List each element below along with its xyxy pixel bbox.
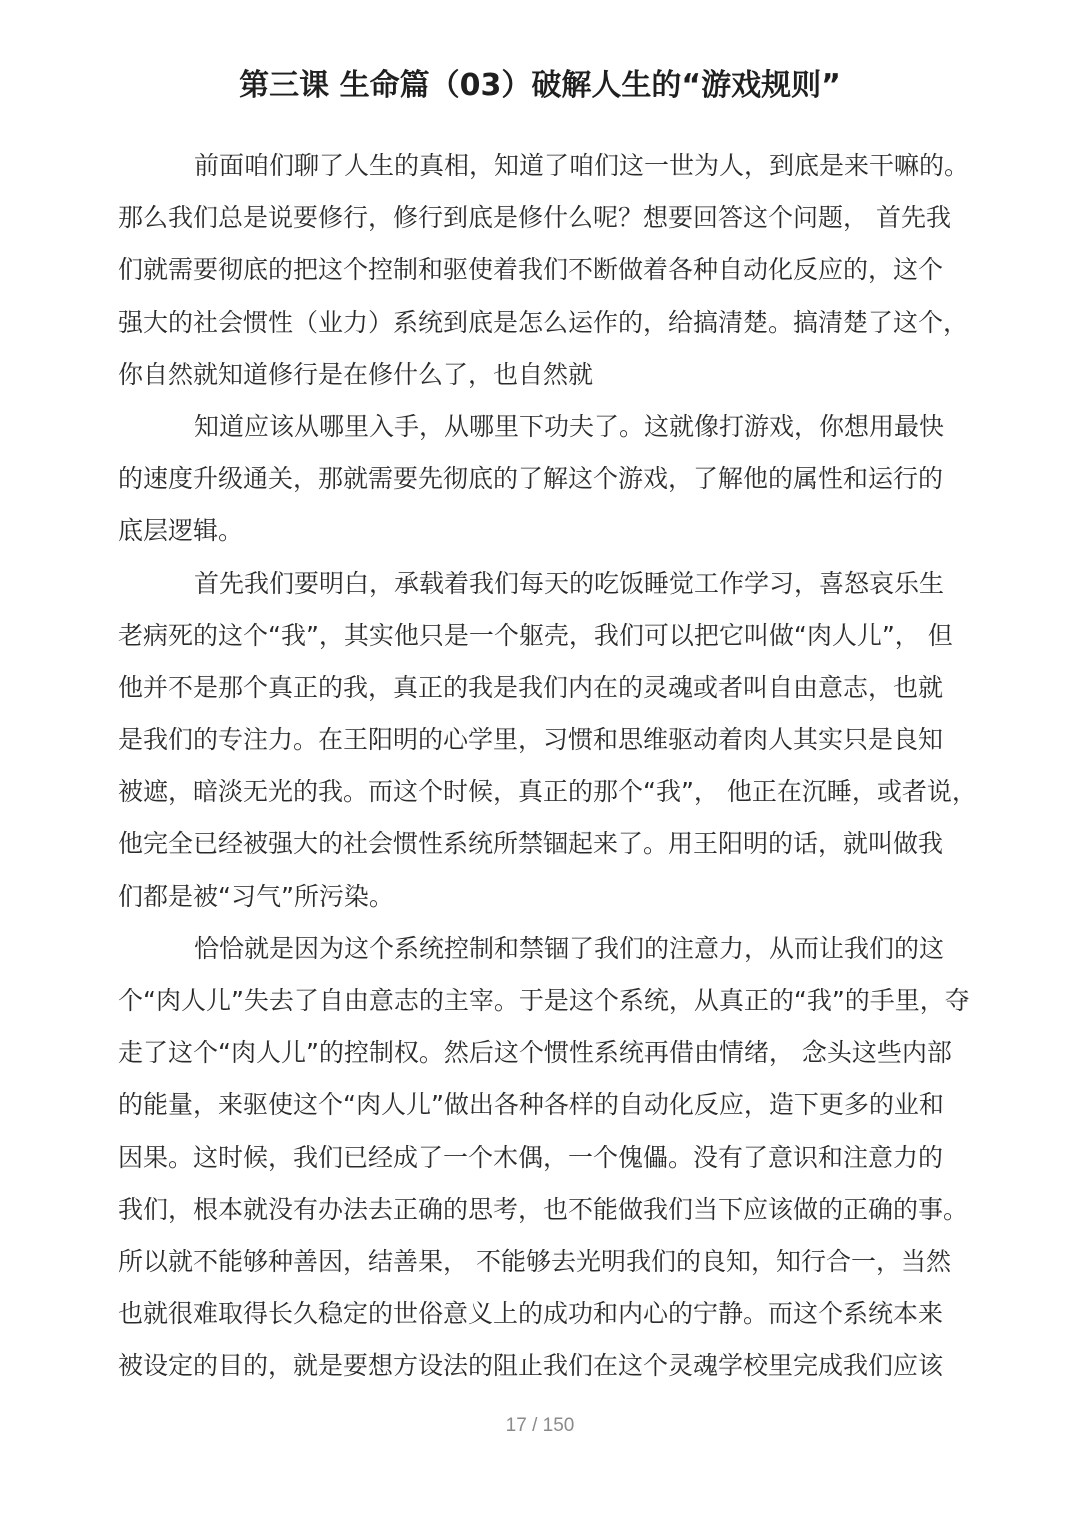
paragraph-line: 那么我们总是说要修行，修行到底是修什么呢？想要回答这个问题， 首先我	[118, 203, 951, 233]
page-number: 17 / 150	[505, 1415, 575, 1436]
paragraph-line: 们都是被“习气”所污染。	[118, 881, 394, 911]
paragraph-line: 是我们的专注力。在王阳明的心学里，习惯和思维驱动着肉人其实只是良知	[118, 725, 944, 755]
paragraph-line: 他完全已经被强大的社会惯性系统所禁锢起来了。用王阳明的话，就叫做我	[118, 829, 944, 859]
paragraph-line: 你自然就知道修行是在修什么了，也自然就	[118, 359, 594, 389]
paragraph-line: 们就需要彻底的把这个控制和驱使着我们不断做着各种自动化反应的，这个	[118, 255, 944, 285]
paragraph-line: 走了这个“肉人儿”的控制权。然后这个惯性系统再借由情绪， 念头这些内部	[118, 1038, 952, 1068]
paragraph-line: 他并不是那个真正的我，真正的我是我们内在的灵魂或者叫自由意志，也就	[118, 672, 944, 702]
paragraph-line: 所以就不能够种善因，结善果， 不能够去光明我们的良知，知行合一，当然	[118, 1246, 951, 1276]
paragraph-line: 底层逻辑。	[118, 516, 244, 546]
paragraph-line: 被遮，暗淡无光的我。而这个时候，真正的那个“我”， 他正在沉睡，或者说，	[118, 777, 977, 807]
paragraph-line: 的速度升级通关，那就需要先彻底的了解这个游戏，了解他的属性和运行的	[118, 464, 944, 494]
body-text	[118, 140, 977, 1393]
paragraph-line: 首先我们要明白，承载着我们每天的吃饭睡觉工作学习，喜怒哀乐生	[194, 568, 945, 598]
paragraph-line: 个“肉人儿”失去了自由意志的主宰。于是这个系统，从真正的“我”的手里，夺	[118, 986, 970, 1015]
paragraph-line: 被设定的目的，就是要想方设法的阻止我们在这个灵魂学校里完成我们应该	[118, 1351, 944, 1381]
paragraph-line: 的能量，来驱使这个“肉人儿”做出各种各样的自动化反应，造下更多的业和	[118, 1090, 944, 1120]
paragraph-line: 老病死的这个“我”，其实他只是一个躯壳，我们可以把它叫做“肉人儿”， 但	[118, 620, 953, 650]
page-title: 第三课 生命篇（03）破解人生的“游戏规则”	[239, 68, 841, 103]
paragraph-line: 因果。这时候，我们已经成了一个木偶，一个傀儡。没有了意识和注意力的	[118, 1142, 944, 1172]
paragraph-line: 强大的社会惯性（业力）系统到底是怎么运作的，给搞清楚。搞清楚了这个，	[118, 307, 969, 337]
paragraph-line: 知道应该从哪里入手，从哪里下功夫了。这就像打游戏，你想用最快	[194, 411, 945, 441]
paragraph-line: 也就很难取得长久稳定的世俗意义上的成功和内心的宁静。而这个系统本来	[118, 1299, 944, 1329]
paragraph-line: 我们，根本就没有办法去正确的思考，也不能做我们当下应该做的正确的事。	[118, 1194, 969, 1224]
paragraph-line: 恰恰就是因为这个系统控制和禁锢了我们的注意力，从而让我们的这	[194, 933, 945, 963]
paragraph-line: 前面咱们聊了人生的真相，知道了咱们这一世为人，到底是来干嘛的。	[194, 151, 970, 180]
